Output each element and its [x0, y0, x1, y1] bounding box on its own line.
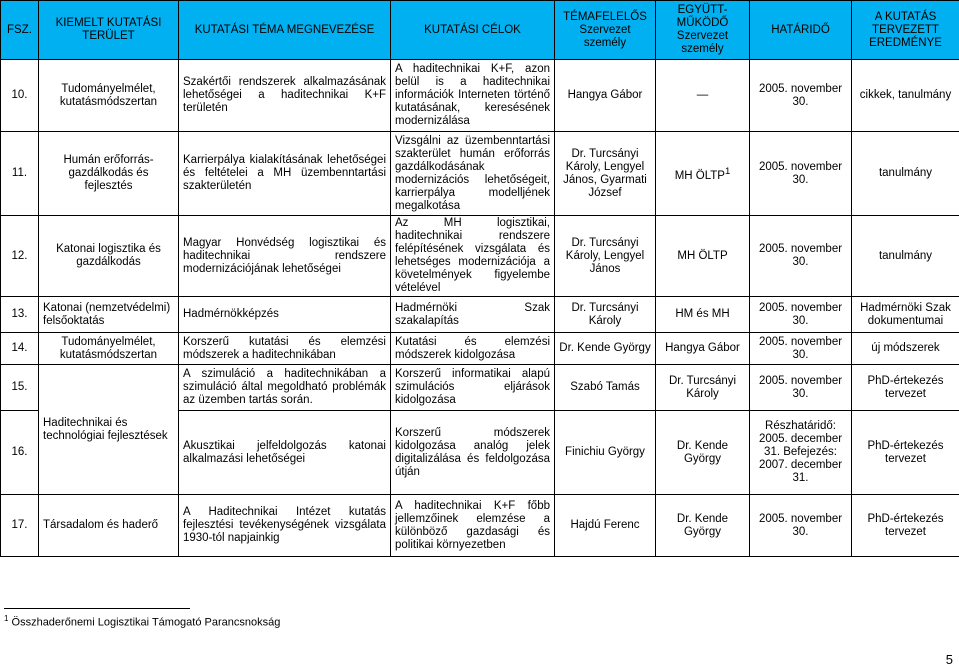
coop-person: — — [656, 60, 750, 132]
lead-person: Szabó Tamás — [555, 365, 656, 411]
row-number: 16. — [1, 411, 39, 495]
lead-person: Hangya Gábor — [555, 60, 656, 132]
expected-result: PhD-értekezés tervezet — [852, 495, 959, 557]
header-deadline: HATÁRIDŐ — [750, 1, 852, 60]
coop-person: Dr. Kende György — [656, 495, 750, 557]
table-row — [1, 495, 959, 557]
table-row — [1, 365, 959, 411]
research-goals: Az MH logisztikai, haditechnikai rendszere felépítésének vizsgálata és lehetséges modernizációja a követelmények figyelembe vételével — [391, 216, 555, 297]
row-number: 13. — [1, 297, 39, 333]
research-area: Társadalom és haderő — [39, 495, 179, 557]
expected-result: tanulmány — [852, 132, 959, 216]
coop-person: MH ÖLTP — [656, 216, 750, 297]
expected-result: tanulmány — [852, 216, 959, 297]
deadline: 2005. november 30. — [750, 132, 852, 216]
deadline: 2005. november 30. — [750, 60, 852, 132]
lead-person: Dr. Turcsányi Károly, Lengyel János — [555, 216, 656, 297]
research-goals: Hadmérnöki Szak szakalapítás — [391, 297, 555, 333]
footnote-number: 1 — [4, 614, 9, 623]
research-goals: A haditechnikai K+F, azon belül is a haditechnikai információk Interneten történő kutatásának, keresésének modernizálása — [391, 60, 555, 132]
research-goals: A haditechnikai K+F főbb jellemzőinek elemzése a különböző gazdasági és politikai környezetben — [391, 495, 555, 557]
expected-result: cikkek, tanulmány — [852, 60, 959, 132]
research-area: Katonai logisztika és gazdálkodás — [39, 216, 179, 297]
table-row — [1, 333, 959, 365]
research-area: Katonai (nemzetvédelmi) felsőoktatás — [39, 297, 179, 333]
coop-person: Dr. Turcsányi Károly — [656, 365, 750, 411]
research-area: Humán erőforrás-gazdálkodás és fejlesztés — [39, 132, 179, 216]
header-goals: KUTATÁSI CÉLOK — [391, 1, 555, 60]
lead-person: Dr. Turcsányi Károly — [555, 297, 656, 333]
research-goals: Korszerű informatikai alapú szimulációs eljárások kidolgozása — [391, 365, 555, 411]
deadline: 2005. november 30. — [750, 365, 852, 411]
footnote — [4, 614, 280, 629]
lead-person: Dr. Kende György — [555, 333, 656, 365]
lead-person: Dr. Turcsányi Károly, Lengyel János, Gyarmati József — [555, 132, 656, 216]
row-number: 14. — [1, 333, 39, 365]
table-row — [1, 60, 959, 132]
header-area: KIEMELT KUTATÁSI TERÜLET — [39, 1, 179, 60]
expected-result: Hadmérnöki Szak dokumentumai — [852, 297, 959, 333]
research-topic: Hadmérnökképzés — [179, 297, 391, 333]
expected-result: PhD-értekezés tervezet — [852, 365, 959, 411]
deadline: Részhatáridő: 2005. december 31. Befejezés: 2007. december 31. — [750, 411, 852, 495]
coop-org-name: MH ÖLTP — [674, 169, 725, 182]
lead-person: Finichiu György — [555, 411, 656, 495]
expected-result: új módszerek — [852, 333, 959, 365]
coop-person: Hangya Gábor — [656, 333, 750, 365]
header-topic: KUTATÁSI TÉMA MEGNEVEZÉSE — [179, 1, 391, 60]
table-row — [1, 216, 959, 297]
deadline: 2005. november 30. — [750, 297, 852, 333]
expected-result: PhD-értekezés tervezet — [852, 411, 959, 495]
deadline: 2005. november 30. — [750, 495, 852, 557]
research-area: Haditechnikai és technológiai fejlesztések — [39, 365, 179, 495]
coop-person: Dr. Kende György — [656, 411, 750, 495]
footnote-divider — [4, 608, 190, 609]
deadline: 2005. november 30. — [750, 333, 852, 365]
page-number: 5 — [945, 652, 953, 667]
research-topic: Akusztikai jelfeldolgozás katonai alkalmazási lehetőségei — [179, 411, 391, 495]
research-goals: Korszerű módszerek kidolgozása analóg jelek digitalizálása és feldolgozása útján — [391, 411, 555, 495]
row-number: 11. — [1, 132, 39, 216]
row-number: 15. — [1, 365, 39, 411]
header-coop-org: EGYÜTT-MŰKÖDŐ Szervezet személy — [656, 1, 750, 60]
research-topic: Magyar Honvédség logisztikai és haditechnikai rendszere modernizációjának lehetőségei — [179, 216, 391, 297]
table-row — [1, 297, 959, 333]
research-topic: A Haditechnikai Intézet kutatás fejlesztési tevékenységének vizsgálata 1930-tól napjainkig — [179, 495, 391, 557]
row-number: 17. — [1, 495, 39, 557]
table-row — [1, 132, 959, 216]
header-row — [1, 1, 959, 60]
research-goals: Kutatási és elemzési módszerek kidolgozása — [391, 333, 555, 365]
coop-person: HM és MH — [656, 297, 750, 333]
research-area: Tudományelmélet, kutatásmódszertan — [39, 60, 179, 132]
research-topic: Karrierpálya kialakításának lehetőségei és feltételei a MH üzembenntartási szakterületén — [179, 132, 391, 216]
deadline: 2005. november 30. — [750, 216, 852, 297]
coop-person — [656, 132, 750, 216]
header-fsz: FSZ. — [1, 1, 39, 60]
lead-person: Hajdú Ferenc — [555, 495, 656, 557]
header-lead-org: TÉMAFELELŐS Szervezet személy — [555, 1, 656, 60]
row-number: 12. — [1, 216, 39, 297]
header-result: A KUTATÁS TERVEZETT EREDMÉNYE — [852, 1, 959, 60]
research-goals: Vizsgálni az üzembenntartási szakterület humán erőforrás gazdálkodásának modernizációs lehetőségeit, karrierpálya modelljének megalkotása — [391, 132, 555, 216]
footnote-marker: 1 — [724, 165, 731, 177]
row-number: 10. — [1, 60, 39, 132]
research-topic: A szimuláció a haditechnikában a szimuláció által megoldható problémák az üzemben tartás során. — [179, 365, 391, 411]
research-topic: Szakértői rendszerek alkalmazásának lehetőségei a haditechnikai K+F területén — [179, 60, 391, 132]
research-area: Tudományelmélet, kutatásmódszertan — [39, 333, 179, 365]
research-topic: Korszerű kutatási és elemzési módszerek a haditechnikában — [179, 333, 391, 365]
footnote-text: Összhaderőnemi Logisztikai Támogató Parancsnokság — [11, 616, 281, 629]
